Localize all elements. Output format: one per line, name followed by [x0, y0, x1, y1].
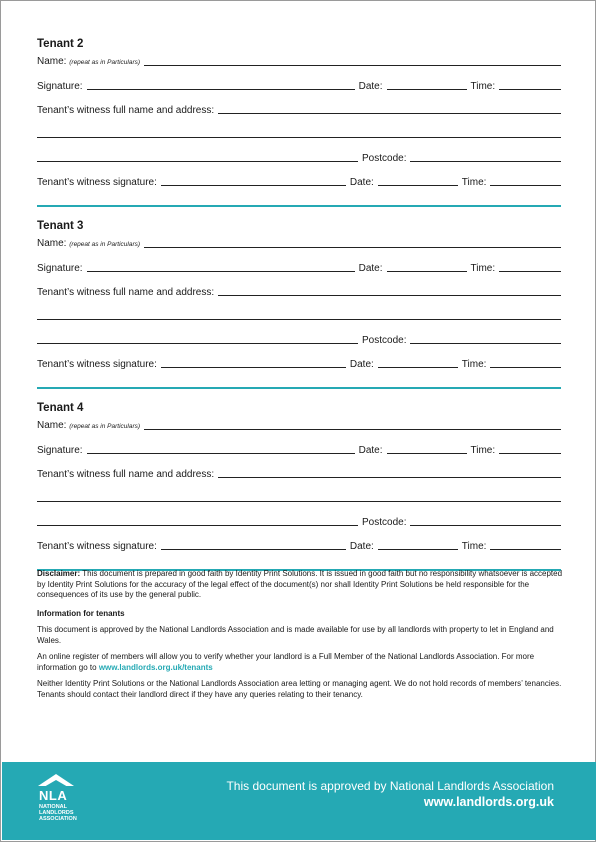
tenant-section — [37, 401, 561, 571]
witness-name-row — [37, 457, 561, 481]
witness-address-field[interactable] — [37, 500, 561, 502]
info-paragraph-1: This document is approved by the National Landlords Association and is made available for use by all landlords with property to let in England and Wales. — [37, 625, 554, 645]
name-label: Name: — [37, 238, 67, 249]
witness-signature-label: Tenant’s witness signature: — [37, 541, 157, 552]
time-field[interactable] — [490, 366, 561, 368]
repeat-note: (repeat as in Particulars) — [69, 241, 141, 248]
witness-name-field[interactable] — [218, 294, 561, 296]
witness-signature-label: Tenant’s witness signature: — [37, 177, 157, 188]
time-label: Time: — [461, 359, 487, 370]
name-field[interactable] — [144, 246, 561, 248]
date-label: Date: — [358, 263, 383, 274]
address-line-field[interactable] — [37, 342, 358, 344]
time-field[interactable] — [499, 270, 561, 272]
logo-text: NLA — [39, 788, 68, 803]
time-field[interactable] — [499, 88, 561, 90]
info-heading: Information for tenants — [37, 608, 125, 618]
time-label: Time: — [470, 263, 496, 274]
witness-address-row — [37, 299, 561, 323]
info-paragraph-3: Neither Identity Print Solutions or the National Landlords Association area letting or managing agent. We do not hold records of members’ tenancies. Tenants should contact their landlord direct if they have any queries relating to their tenancy. — [37, 679, 562, 699]
tenant-title: Tenant 2 — [37, 38, 84, 50]
witness-signature-label: Tenant’s witness signature: — [37, 359, 157, 370]
name-field[interactable] — [144, 428, 561, 430]
info-paragraph-2 — [37, 652, 563, 673]
time-label: Time: — [470, 81, 496, 92]
tenant-title: Tenant 4 — [37, 402, 84, 414]
postcode-field[interactable] — [410, 342, 561, 344]
witness-name-label: Tenant’s witness full name and address: — [37, 287, 215, 298]
witness-name-field[interactable] — [218, 476, 561, 478]
signature-label: Signature: — [37, 263, 83, 274]
witness-name-label: Tenant’s witness full name and address: — [37, 105, 215, 116]
witness-signature-row — [37, 347, 561, 371]
date-field[interactable] — [378, 548, 458, 550]
witness-name-row — [37, 93, 561, 117]
footer-text — [226, 779, 554, 810]
witness-address-field[interactable] — [37, 136, 561, 138]
time-label: Time: — [461, 177, 487, 188]
disclaimer-paragraph — [37, 569, 563, 601]
name-label: Name: — [37, 56, 67, 67]
signature-row — [37, 69, 561, 93]
signature-row — [37, 251, 561, 275]
tenant-sections — [37, 37, 561, 583]
disclaimer-text: This document is prepared in good faith by Identity Print Solutions. It is issued in good faith but no responsibility whatsoever is accepted by Identity Print Solutions for the accuracy of the legal effect of the document(s) nor shall Identity Print Solutions be held responsible for the consequences of its use by the general public. — [37, 569, 563, 599]
footer-banner — [2, 762, 596, 840]
witness-name-label: Tenant’s witness full name and address: — [37, 469, 215, 480]
postcode-row — [37, 323, 561, 347]
time-label: Time: — [461, 541, 487, 552]
postcode-field[interactable] — [410, 524, 561, 526]
time-field[interactable] — [499, 452, 561, 454]
name-label: Name: — [37, 420, 67, 431]
date-label: Date: — [349, 359, 374, 370]
postcode-label: Postcode: — [362, 517, 407, 528]
disclaimer-block — [37, 569, 563, 706]
repeat-note: (repeat as in Particulars) — [69, 59, 141, 66]
date-field[interactable] — [387, 452, 467, 454]
logo-subtext: NATIONAL LANDLORDS ASSOCIATION — [39, 804, 77, 822]
signature-field[interactable] — [87, 452, 355, 454]
section-divider — [37, 387, 561, 389]
signature-field[interactable] — [87, 270, 355, 272]
witness-signature-field[interactable] — [161, 184, 346, 186]
signature-label: Signature: — [37, 81, 83, 92]
postcode-label: Postcode: — [362, 335, 407, 346]
witness-address-row — [37, 117, 561, 141]
section-divider — [37, 205, 561, 207]
date-field[interactable] — [378, 366, 458, 368]
date-label: Date: — [358, 445, 383, 456]
signature-label: Signature: — [37, 445, 83, 456]
witness-signature-row — [37, 165, 561, 189]
date-label: Date: — [349, 541, 374, 552]
name-row — [37, 419, 561, 433]
approved-text: This document is approved by National Landlords Association — [226, 779, 554, 793]
disclaimer-label: Disclaimer: — [37, 569, 81, 578]
time-field[interactable] — [490, 184, 561, 186]
date-field[interactable] — [387, 270, 467, 272]
signature-field[interactable] — [87, 88, 355, 90]
repeat-note: (repeat as in Particulars) — [69, 423, 141, 430]
postcode-row — [37, 505, 561, 529]
postcode-label: Postcode: — [362, 153, 407, 164]
address-line-field[interactable] — [37, 524, 358, 526]
date-field[interactable] — [387, 88, 467, 90]
name-field[interactable] — [144, 64, 561, 66]
nla-logo — [35, 774, 81, 834]
tenants-link[interactable]: www.landlords.org.uk/tenants — [98, 662, 213, 672]
footer-url-link[interactable]: www.landlords.org.uk — [423, 795, 554, 809]
name-row — [37, 55, 561, 69]
tenant-section — [37, 219, 561, 389]
date-label: Date: — [349, 177, 374, 188]
time-label: Time: — [470, 445, 496, 456]
witness-name-row — [37, 275, 561, 299]
name-row — [37, 237, 561, 251]
address-line-field[interactable] — [37, 160, 358, 162]
signature-row — [37, 433, 561, 457]
witness-address-field[interactable] — [37, 318, 561, 320]
postcode-row — [37, 141, 561, 165]
date-label: Date: — [358, 81, 383, 92]
postcode-field[interactable] — [410, 160, 561, 162]
witness-name-field[interactable] — [218, 112, 561, 114]
witness-signature-field[interactable] — [161, 548, 346, 550]
witness-signature-row — [37, 529, 561, 553]
date-field[interactable] — [378, 184, 458, 186]
time-field[interactable] — [490, 548, 561, 550]
witness-address-row — [37, 481, 561, 505]
tenant-section — [37, 37, 561, 207]
tenant-title: Tenant 3 — [37, 220, 84, 232]
info-paragraph-2-text: An online register of members will allow you to verify whether your landlord is a Full Member of the National Landlords Association. For more information go to — [37, 652, 535, 672]
witness-signature-field[interactable] — [161, 366, 346, 368]
